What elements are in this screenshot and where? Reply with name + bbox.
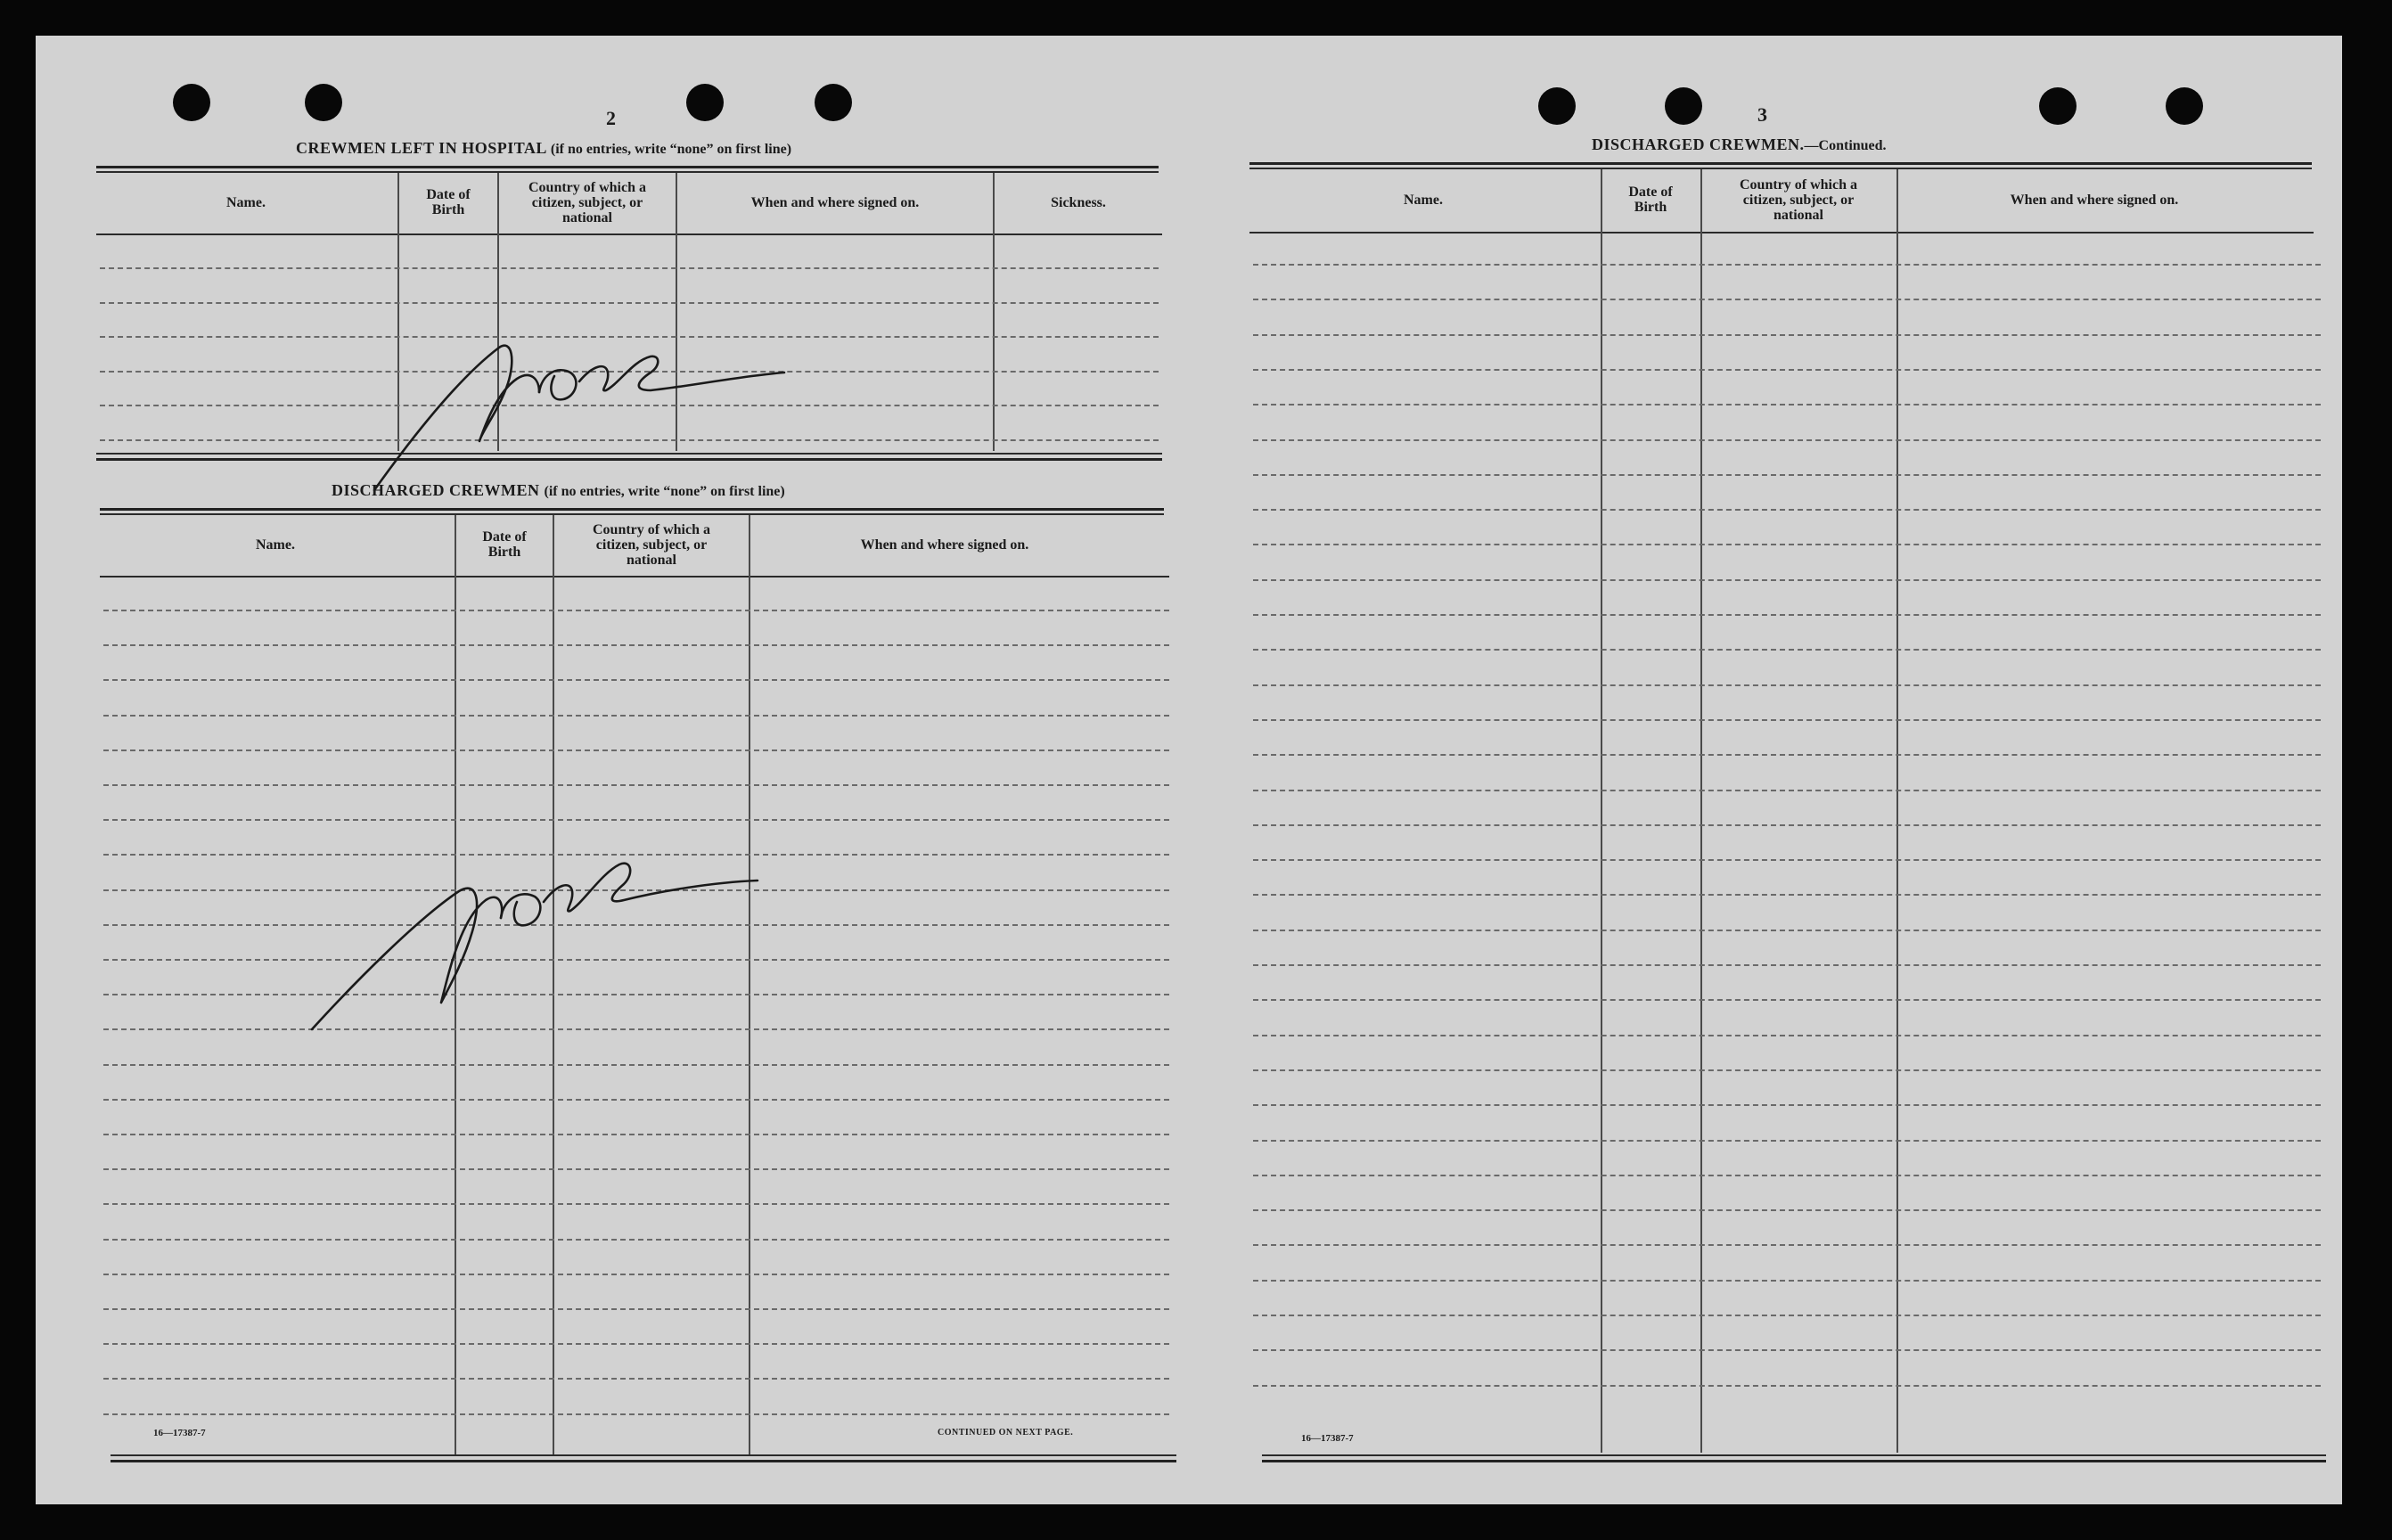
entry-line xyxy=(1253,1069,2321,1071)
entry-line xyxy=(103,1168,1169,1170)
punch-hole xyxy=(815,84,852,121)
col-signed-on: When and where signed on. xyxy=(750,194,920,210)
punch-hole xyxy=(1538,87,1576,125)
entry-line xyxy=(103,1413,1169,1415)
entry-line xyxy=(103,644,1169,646)
page-number-left: 2 xyxy=(606,107,616,129)
punch-hole xyxy=(686,84,724,121)
column-divider xyxy=(993,173,995,451)
entry-line xyxy=(1253,754,2321,756)
punch-hole xyxy=(173,84,210,121)
discharged-continued-suffix: —Continued. xyxy=(1804,138,1887,153)
discharged-title-text: DISCHARGED CREWMEN xyxy=(332,481,540,499)
entry-line xyxy=(1253,930,2321,931)
discharged-continued-title xyxy=(1592,135,1887,154)
entry-line xyxy=(100,267,1159,269)
page-number-right: 3 xyxy=(1757,103,1767,126)
discharged-section-title xyxy=(332,481,785,500)
entry-line xyxy=(103,1203,1169,1205)
entry-line xyxy=(1253,649,2321,651)
handwritten-none-signature xyxy=(365,276,900,499)
column-divider xyxy=(1601,169,1602,1453)
continued-on-next-page: CONTINUED ON NEXT PAGE. xyxy=(938,1428,1074,1438)
entry-line xyxy=(1253,1385,2321,1387)
entry-line xyxy=(1253,474,2321,476)
continued-top-rule xyxy=(1249,162,2312,165)
discharged-bottom-rule-2 xyxy=(111,1460,1176,1462)
header-rule xyxy=(1249,232,2314,233)
col-name: Name. xyxy=(256,537,295,553)
entry-line xyxy=(103,715,1169,717)
entry-line xyxy=(103,1308,1169,1310)
entry-line xyxy=(1253,264,2321,266)
discharged-continued-title-text: DISCHARGED CREWMEN. xyxy=(1592,135,1805,153)
entry-line xyxy=(1253,614,2321,616)
entry-line xyxy=(1253,1315,2321,1316)
header-rule xyxy=(100,576,1169,578)
form-number-right: 16—17387-7 xyxy=(1301,1433,1354,1444)
discharged-continued-table xyxy=(1249,169,2328,1462)
entry-line xyxy=(103,1134,1169,1135)
entry-line xyxy=(1253,1140,2321,1142)
entry-line xyxy=(1253,1349,2321,1351)
col-signed-on: When and where signed on. xyxy=(2010,192,2179,208)
hospital-section-title xyxy=(296,139,791,158)
entry-line xyxy=(103,1099,1169,1101)
form-number-left: 16—17387-7 xyxy=(153,1428,206,1438)
col-name: Name. xyxy=(1404,192,1443,208)
entry-line xyxy=(103,1239,1169,1241)
continued-bottom-rule xyxy=(1262,1454,2326,1456)
handwritten-none-signature xyxy=(303,775,856,1043)
entry-line xyxy=(1253,1104,2321,1106)
entry-line xyxy=(103,610,1169,611)
column-divider xyxy=(1896,169,1898,1453)
entry-line xyxy=(1253,509,2321,511)
hospital-title-note: (if no entries, write “none” on first line) xyxy=(550,142,792,157)
col-signed-on: When and where signed on. xyxy=(860,537,1029,553)
entry-line xyxy=(1253,824,2321,826)
entry-line xyxy=(103,1274,1169,1275)
entry-line xyxy=(1253,790,2321,791)
hospital-title-text: CREWMEN LEFT IN HOSPITAL xyxy=(296,139,546,157)
entry-line xyxy=(1253,1175,2321,1176)
col-sickness: Sickness. xyxy=(1051,194,1106,210)
entry-line xyxy=(1253,1280,2321,1282)
punch-hole xyxy=(1665,87,1702,125)
discharged-top-rule xyxy=(100,508,1164,511)
discharged-title-note: (if no entries, write “none” on first line) xyxy=(544,484,785,499)
entry-line xyxy=(1253,369,2321,371)
punch-hole xyxy=(2166,87,2203,125)
entry-line xyxy=(1253,299,2321,300)
column-divider xyxy=(1700,169,1702,1453)
entry-line xyxy=(1253,684,2321,686)
entry-line xyxy=(1253,719,2321,721)
col-date-of-birth: Date of Birth xyxy=(482,529,527,560)
col-country: Country of which a citizen, subject, or national xyxy=(528,179,646,225)
form-sheet xyxy=(36,36,2342,1504)
entry-line xyxy=(103,1064,1169,1066)
entry-line xyxy=(1253,404,2321,405)
entry-line xyxy=(1253,439,2321,441)
col-date-of-birth: Date of Birth xyxy=(1628,184,1673,215)
header-rule xyxy=(96,233,1162,235)
entry-line xyxy=(103,679,1169,681)
entry-line xyxy=(103,750,1169,751)
hospital-top-rule xyxy=(96,166,1159,168)
entry-line xyxy=(1253,1209,2321,1211)
entry-line xyxy=(103,1378,1169,1380)
entry-line xyxy=(103,1343,1169,1345)
punch-hole xyxy=(2039,87,2077,125)
punch-hole xyxy=(305,84,342,121)
entry-line xyxy=(1253,859,2321,861)
col-country: Country of which a citizen, subject, or national xyxy=(592,521,710,568)
entry-line xyxy=(1253,579,2321,581)
entry-line xyxy=(1253,894,2321,896)
entry-line xyxy=(1253,544,2321,545)
entry-line xyxy=(1253,964,2321,966)
col-country: Country of which a citizen, subject, or national xyxy=(1739,176,1857,223)
entry-line xyxy=(1253,1035,2321,1036)
col-date-of-birth: Date of Birth xyxy=(426,187,471,217)
discharged-bottom-rule xyxy=(111,1454,1176,1456)
entry-line xyxy=(1253,334,2321,336)
entry-line xyxy=(1253,999,2321,1001)
entry-line xyxy=(1253,1244,2321,1246)
col-name: Name. xyxy=(226,194,266,210)
continued-bottom-rule-2 xyxy=(1262,1460,2326,1462)
